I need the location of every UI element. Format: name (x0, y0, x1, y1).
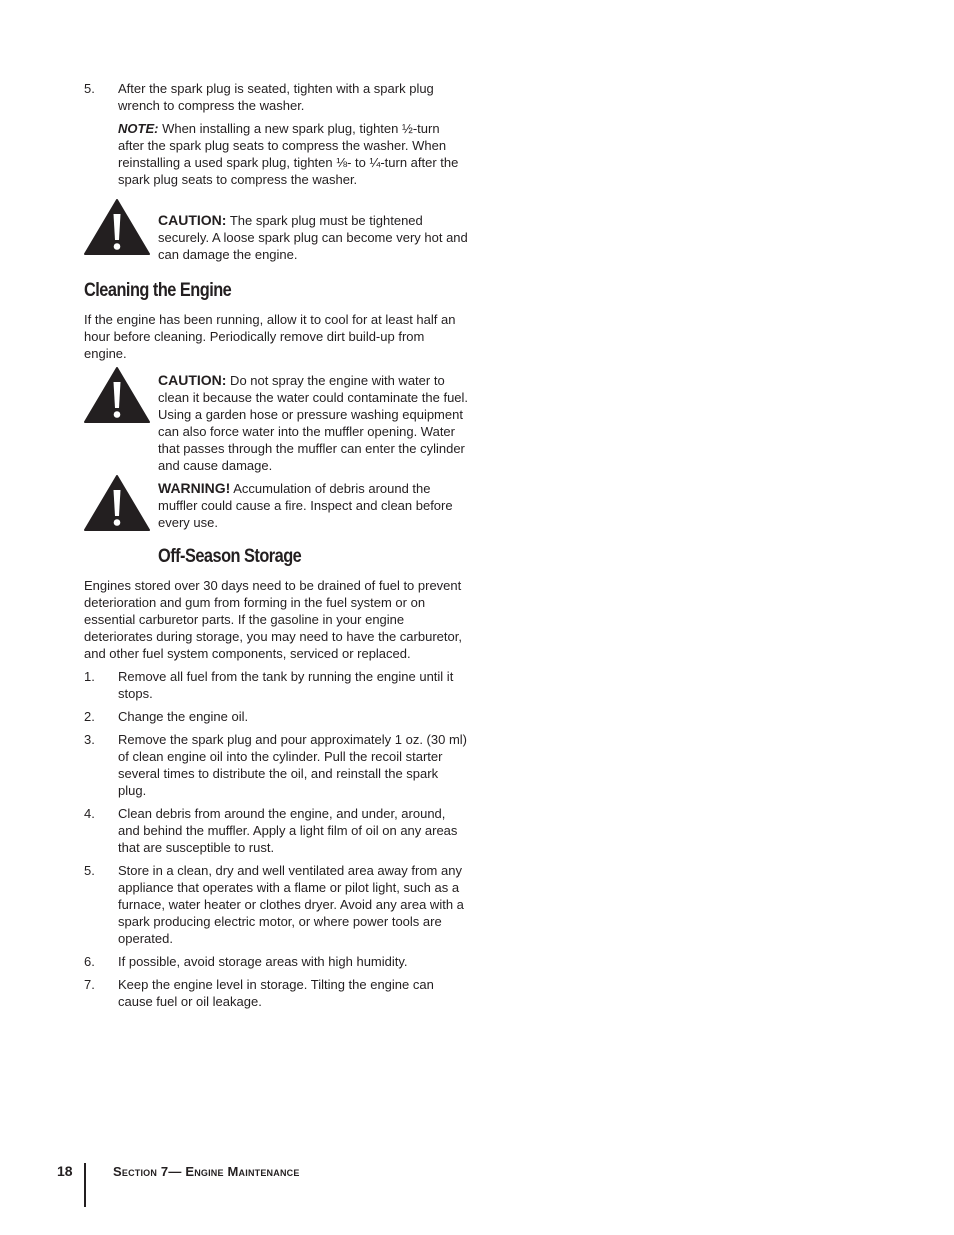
list-text: Remove all fuel from the tank by running the engine until it stops. (118, 669, 454, 701)
warning-block (84, 480, 469, 540)
list-text: If possible, avoid storage areas with high humidity. (118, 954, 408, 969)
warning-triangle-icon (84, 366, 150, 424)
list-number: 3. (84, 732, 95, 747)
warning-triangle-icon (84, 198, 150, 256)
list-text: Store in a clean, dry and well ventilated area away from any appliance that operates with a flame or pilot light, such as a furnace, water heater or clothes dryer. Avoid any area with a spark producing electric motor, or where power tools are operated. (118, 863, 464, 946)
warning-triangle-icon (84, 474, 150, 532)
section-title: Section 7— Engine Maintenance (113, 1164, 300, 1179)
list-number: 7. (84, 977, 95, 992)
caution-text: The spark plug must be tightened securely. A loose spark plug can become very hot and can damage the engine. (158, 213, 468, 262)
section-heading: Cleaning the Engine (84, 280, 232, 301)
list-text: Keep the engine level in storage. Tilting the engine can cause fuel or oil leakage. (118, 977, 434, 1009)
caution-text: Do not spray the engine with water to clean it because the water could contaminate the fuel. Using a garden hose or pressure washing equipment can also force water into the muffler opening. Water that passes through the muffler can enter the cylinder and cause damage. (158, 373, 469, 473)
note-text: When installing a new spark plug, tighten ½-turn after the spark plug seats to compress the washer. When reinstalling a used spark plug, tighten ⅛- to ¼-turn after the spark plug seats to compress the washer. (118, 121, 459, 187)
list-item (84, 731, 469, 799)
list-text: Clean debris from around the engine, and under, around, and behind the muffler. Apply a light film of oil on any areas that are susceptible to rust. (118, 806, 458, 855)
list-item (84, 805, 469, 856)
paragraph: Engines stored over 30 days need to be drained of fuel to prevent deterioration and gum from forming in the fuel system or on essential carburetor parts. If the gasoline in your engine deteriorates during storage, you may need to have the carburetor, and other fuel system components, serviced or replaced. (84, 578, 462, 661)
footer-divider (84, 1163, 86, 1207)
list-number: 5. (84, 863, 95, 878)
note (84, 120, 469, 188)
list-text: After the spark plug is seated, tighten with a spark plug wrench to compress the washer. (118, 81, 434, 113)
paragraph: If the engine has been running, allow it to cool for at least half an hour before cleaning. Periodically remove dirt build-up from engine. (84, 312, 456, 361)
page-number: 18 (57, 1163, 73, 1179)
caution-block (84, 372, 469, 474)
list-number: 4. (84, 806, 95, 821)
list-item (84, 953, 469, 970)
main-column (84, 80, 469, 1016)
list-number: 6. (84, 954, 95, 969)
list-number: 1. (84, 669, 95, 684)
list-item (84, 80, 469, 114)
list-text: Change the engine oil. (118, 709, 249, 724)
page-footer (57, 1163, 457, 1207)
list-item (84, 708, 469, 725)
warning-text: Accumulation of debris around the muffler could cause a fire. Inspect and clean before every use. (158, 481, 453, 530)
section-heading: Off-Season Storage (158, 546, 302, 567)
caution-label: CAUTION: (158, 372, 227, 388)
caution-label: CAUTION: (158, 212, 227, 228)
list-item (84, 976, 469, 1010)
list-item (84, 668, 469, 702)
list-text: Remove the spark plug and pour approximately 1 oz. (30 ml) of clean engine oil into the cylinder. Pull the recoil starter several times to distribute the oil, and reinstall the spark plug. (118, 732, 468, 798)
list-number: 5. (84, 81, 95, 96)
list-item (84, 862, 469, 947)
warning-label: WARNING! (158, 480, 231, 496)
list-number: 2. (84, 709, 95, 724)
caution-block (84, 212, 469, 272)
note-label: NOTE: (118, 121, 159, 136)
